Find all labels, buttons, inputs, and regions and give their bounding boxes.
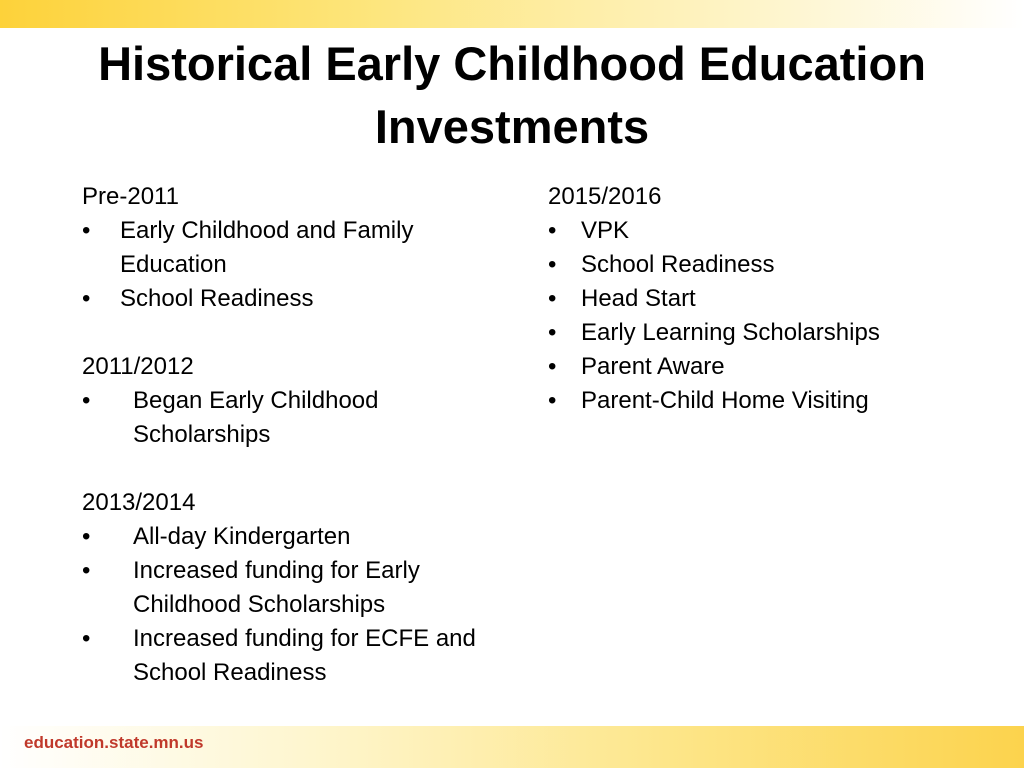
list-item — [82, 622, 522, 690]
list-item-text: School Readiness — [581, 251, 775, 278]
slide-title: Historical Early Childhood Education Investments — [98, 37, 926, 153]
bullet-icon: • — [82, 285, 91, 312]
section-2011-2012 — [82, 350, 522, 452]
left-column — [82, 180, 522, 724]
list-item-text: Increased funding for Early Childhood Scholarships — [133, 557, 420, 618]
top-accent-bar — [0, 0, 1024, 28]
list-item — [82, 214, 522, 282]
bullet-icon: • — [82, 557, 91, 584]
section-2015-2016 — [548, 180, 1008, 418]
section-pre-2011 — [82, 180, 522, 316]
bullet-icon: • — [82, 387, 91, 414]
list-item-text: Parent-Child Home Visiting — [581, 387, 869, 414]
list-item — [548, 248, 1008, 282]
list-item — [548, 316, 1008, 350]
bullet-icon: • — [82, 523, 91, 550]
section-heading: 2015/2016 — [548, 183, 662, 210]
bullet-icon: • — [82, 217, 91, 244]
bullet-icon: • — [548, 285, 557, 312]
section-heading: 2011/2012 — [82, 353, 194, 380]
list-item-text: Early Learning Scholarships — [581, 319, 880, 346]
list-item — [82, 282, 522, 316]
section-heading: 2013/2014 — [82, 489, 196, 516]
bullet-icon: • — [548, 217, 557, 244]
bullet-list — [82, 214, 522, 316]
list-item-text: Began Early Childhood Scholarships — [133, 387, 379, 448]
section-2013-2014 — [82, 486, 522, 690]
list-item — [548, 282, 1008, 316]
bullet-icon: • — [548, 251, 557, 278]
list-item-text: Head Start — [581, 285, 696, 312]
list-item — [82, 520, 522, 554]
bullet-list — [82, 520, 522, 690]
right-column — [548, 180, 1008, 452]
list-item-text: Increased funding for ECFE and School Readiness — [133, 625, 476, 686]
list-item-text: Early Childhood and Family Education — [120, 217, 414, 278]
list-item-text: VPK — [581, 217, 630, 244]
list-item — [548, 384, 1008, 418]
bullet-list — [548, 214, 1008, 418]
list-item-text: All-day Kindergarten — [133, 523, 351, 550]
bullet-list — [82, 384, 522, 452]
footer-brand-logo: education.state.mn.us — [24, 733, 204, 752]
list-item — [548, 214, 1008, 248]
bullet-icon: • — [548, 319, 557, 346]
list-item-text: School Readiness — [120, 285, 314, 312]
bullet-icon: • — [82, 625, 91, 652]
bullet-icon: • — [548, 353, 557, 380]
list-item — [82, 554, 522, 622]
section-heading: Pre-2011 — [82, 183, 179, 210]
bullet-icon: • — [548, 387, 557, 414]
list-item — [548, 350, 1008, 384]
list-item-text: Parent Aware — [581, 353, 725, 380]
list-item — [82, 384, 522, 452]
